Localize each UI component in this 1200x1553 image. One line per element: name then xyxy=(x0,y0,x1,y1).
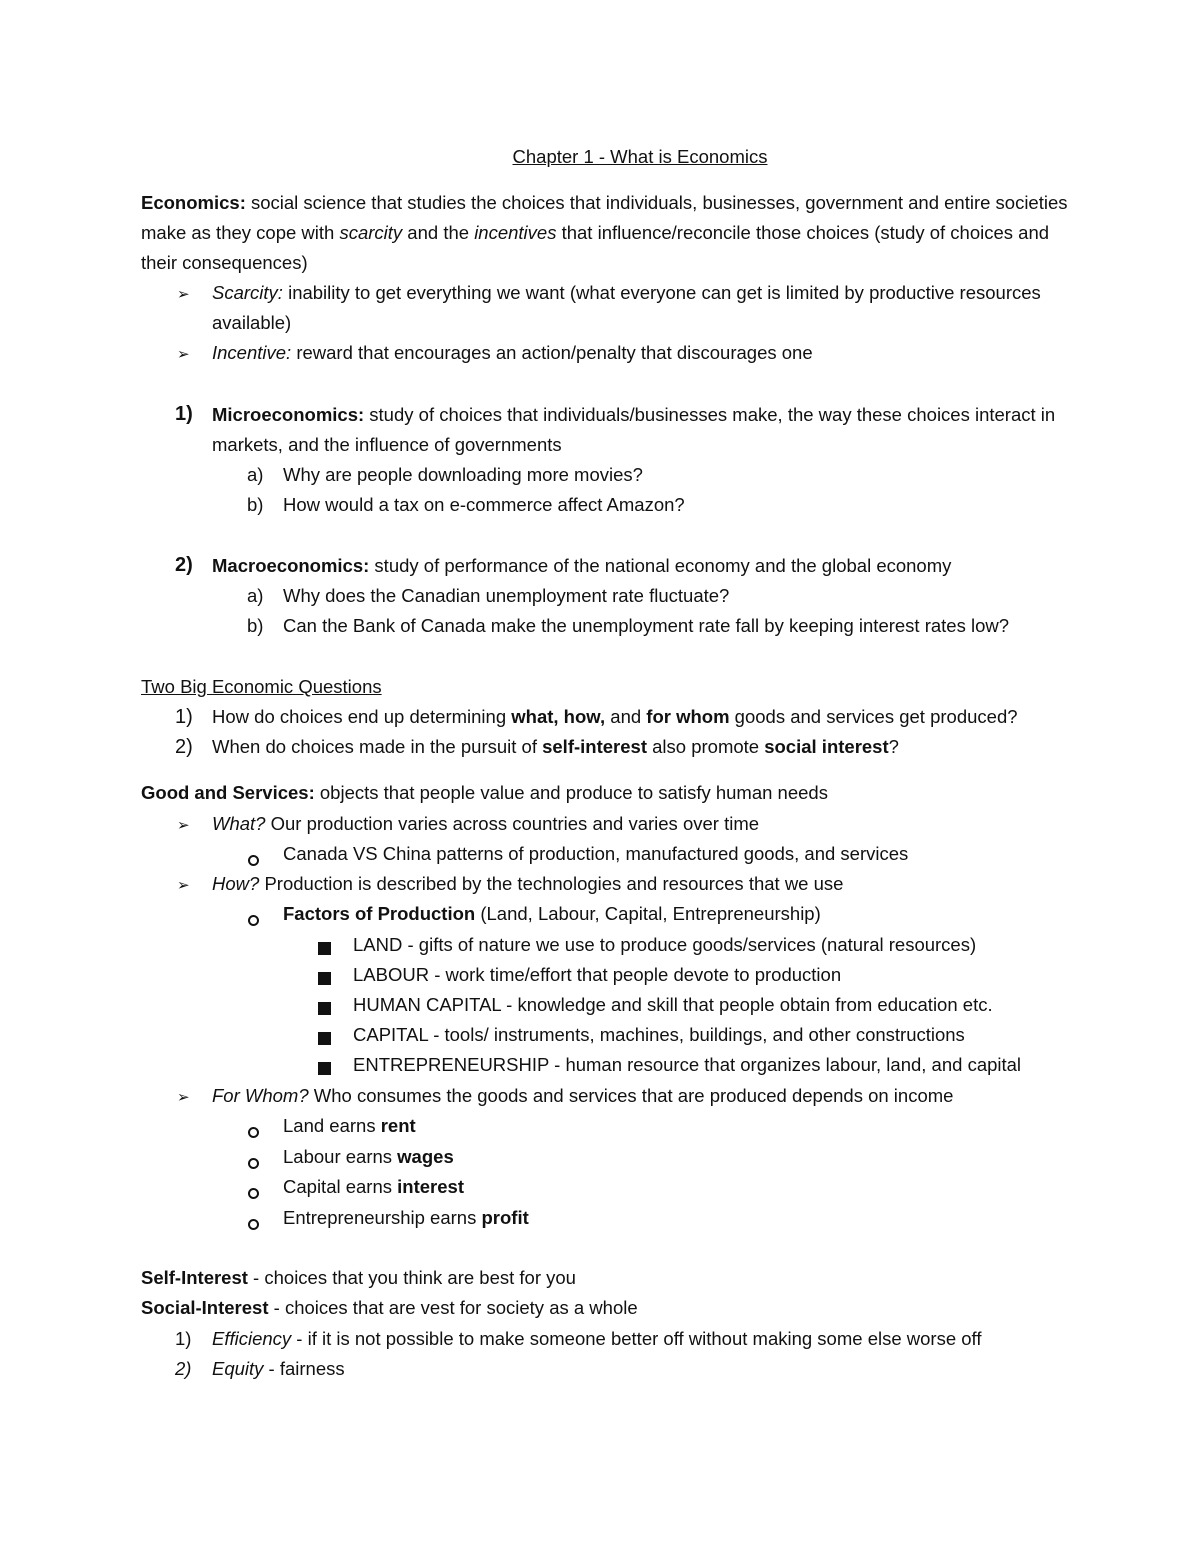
economics-definition-line-1: Economics: social science that studies the choices that individuals, businesses, government and entire societies xyxy=(141,192,1068,213)
factor-item-capital: CAPITAL - tools/ instruments, machines, buildings, and other constructions xyxy=(353,1024,965,1045)
self-interest-definition: Self-Interest - choices that you think are best for you xyxy=(141,1267,576,1288)
factor-item-labour: LABOUR - work time/effort that people devote to production xyxy=(353,964,842,985)
question-1: How do choices end up determining what, how, and for whom goods and services get produced? xyxy=(212,706,1018,727)
arrow-bullet-icon: ➢ xyxy=(177,1089,190,1106)
macro-a-text: Why does the Canadian unemployment rate fluctuate? xyxy=(283,585,730,606)
arrow-bullet-icon: ➢ xyxy=(177,346,190,363)
incentive-definition: Incentive: reward that encourages an action/penalty that discourages one xyxy=(212,342,813,363)
circle-bullet-icon xyxy=(248,1182,259,1204)
what-question: What? Our production varies across countries and varies over time xyxy=(212,813,760,834)
earnings-item: Capital earns interest xyxy=(283,1176,464,1197)
circle-bullet-icon xyxy=(248,1121,259,1143)
scarcity-definition-cont: available) xyxy=(212,312,292,333)
circle-bullet-icon xyxy=(248,849,259,871)
for-whom-question: For Whom? Who consumes the goods and services that are produced depends on income xyxy=(212,1085,954,1106)
economics-definition-line-2: make as they cope with scarcity and the incentives that influence/reconcile those choices (study of choices and xyxy=(141,222,1050,243)
how-question: How? Production is described by the technologies and resources that we use xyxy=(212,873,844,894)
square-bullet-icon xyxy=(318,1058,331,1080)
economics-term: Economics: xyxy=(141,192,246,213)
equity-number: 2) xyxy=(175,1358,192,1379)
square-bullet-icon xyxy=(318,938,331,960)
arrow-bullet-icon: ➢ xyxy=(177,286,190,303)
macro-definition: Macroeconomics: study of performance of the national economy and the global economy xyxy=(212,555,952,576)
macro-b-text: Can the Bank of Canada make the unemployment rate fall by keeping interest rates low? xyxy=(283,615,1010,636)
macro-a-label: a) xyxy=(247,585,264,606)
scarcity-definition: Scarcity: inability to get everything we want (what everyone can get is limited by productive resources xyxy=(212,282,1041,303)
earnings-item: Land earns rent xyxy=(283,1115,416,1136)
earnings-item: Labour earns wages xyxy=(283,1146,454,1167)
circle-bullet-icon xyxy=(248,1152,259,1174)
micro-b-label: b) xyxy=(247,494,264,515)
goods-definition: Good and Services: objects that people value and produce to satisfy human needs xyxy=(141,782,828,803)
micro-definition: Microeconomics: study of choices that individuals/businesses make, the way these choices interact in xyxy=(212,404,1056,425)
arrow-bullet-icon: ➢ xyxy=(177,877,190,894)
chapter-title: Chapter 1 - What is Economics xyxy=(512,146,768,167)
macro-number: 2) xyxy=(175,554,193,576)
question-2-number: 2) xyxy=(175,736,193,758)
efficiency-definition: Efficiency - if it is not possible to make someone better off without making some else worse off xyxy=(212,1328,982,1349)
arrow-bullet-icon: ➢ xyxy=(177,817,190,834)
micro-a-text: Why are people downloading more movies? xyxy=(283,464,643,485)
social-interest-definition: Social-Interest - choices that are vest for society as a whole xyxy=(141,1297,638,1318)
micro-definition-cont: markets, and the influence of governments xyxy=(212,434,562,455)
questions-heading: Two Big Economic Questions xyxy=(141,676,382,697)
micro-number: 1) xyxy=(175,403,193,425)
question-2: When do choices made in the pursuit of self-interest also promote social interest? xyxy=(212,736,899,757)
circle-bullet-icon xyxy=(248,909,259,931)
square-bullet-icon xyxy=(318,1028,331,1050)
circle-bullet-icon xyxy=(248,1213,259,1235)
factor-item-human-capital: HUMAN CAPITAL - knowledge and skill that people obtain from education etc. xyxy=(353,994,993,1015)
what-sub-item: Canada VS China patterns of production, manufactured goods, and services xyxy=(283,843,909,864)
efficiency-number: 1) xyxy=(175,1328,192,1349)
square-bullet-icon xyxy=(318,998,331,1020)
question-1-number: 1) xyxy=(175,706,193,728)
square-bullet-icon xyxy=(318,968,331,990)
micro-b-text: How would a tax on e-commerce affect Amazon? xyxy=(283,494,685,515)
earnings-item: Entrepreneurship earns profit xyxy=(283,1207,529,1228)
factors-of-production: Factors of Production (Land, Labour, Capital, Entrepreneurship) xyxy=(283,903,821,924)
macro-b-label: b) xyxy=(247,615,264,636)
factor-item-entrepreneurship: ENTREPRENEURSHIP - human resource that organizes labour, land, and capital xyxy=(353,1054,1022,1075)
micro-a-label: a) xyxy=(247,464,264,485)
economics-definition-line-3: their consequences) xyxy=(141,252,308,273)
factor-item-land: LAND - gifts of nature we use to produce goods/services (natural resources) xyxy=(353,934,977,955)
equity-definition: Equity - fairness xyxy=(212,1358,345,1379)
